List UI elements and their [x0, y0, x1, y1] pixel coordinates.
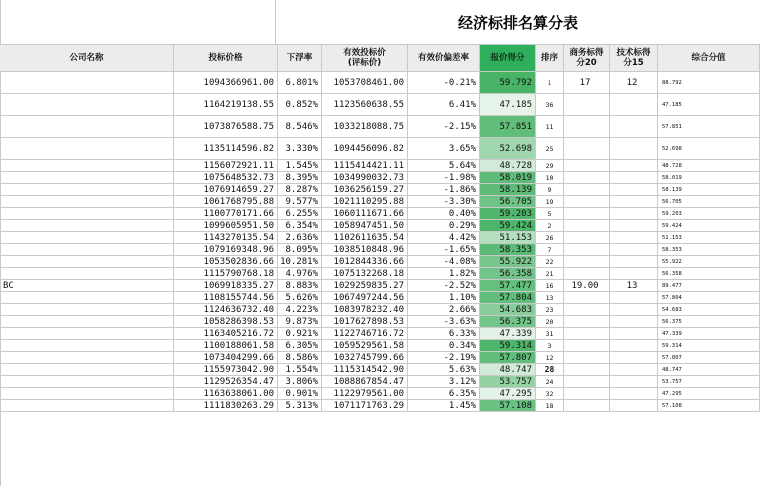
company-name-cell[interactable] [0, 172, 174, 184]
business-score-cell[interactable] [564, 376, 610, 388]
price-score-cell[interactable]: 57.851 [480, 116, 536, 138]
tech-score-cell[interactable] [610, 292, 658, 304]
tech-score-cell[interactable] [610, 376, 658, 388]
price-score-cell[interactable]: 57.804 [480, 292, 536, 304]
company-name-cell[interactable] [0, 116, 174, 138]
discount-rate-cell[interactable]: 3.330% [278, 138, 322, 160]
deviation-rate-cell[interactable]: 3.65% [408, 138, 480, 160]
discount-rate-cell[interactable]: 8.095% [278, 244, 322, 256]
rank-cell[interactable]: 2 [536, 220, 564, 232]
title-gridline [275, 0, 276, 44]
tech-score-cell[interactable] [610, 94, 658, 116]
discount-rate-cell[interactable]: 6.354% [278, 220, 322, 232]
tech-score-cell[interactable] [610, 388, 658, 400]
deviation-rate-cell[interactable]: -1.98% [408, 172, 480, 184]
total-score-cell[interactable]: 48.728 [658, 160, 760, 172]
tech-score-cell[interactable] [610, 116, 658, 138]
price-score-cell[interactable]: 47.339 [480, 328, 536, 340]
company-name-cell[interactable] [0, 220, 174, 232]
valid-bid-price-cell[interactable]: 1115314542.90 [322, 364, 408, 376]
discount-rate-cell[interactable]: 0.921% [278, 328, 322, 340]
deviation-rate-cell[interactable]: 6.41% [408, 94, 480, 116]
tech-score-cell[interactable] [610, 256, 658, 268]
discount-rate-cell[interactable]: 8.586% [278, 352, 322, 364]
total-score-cell[interactable]: 56.358 [658, 268, 760, 280]
discount-rate-cell[interactable]: 10.281% [278, 256, 322, 268]
business-score-cell[interactable] [564, 208, 610, 220]
deviation-rate-cell[interactable]: 1.10% [408, 292, 480, 304]
deviation-rate-cell[interactable]: -1.86% [408, 184, 480, 196]
price-score-cell[interactable]: 54.683 [480, 304, 536, 316]
rank-cell[interactable]: 21 [536, 268, 564, 280]
bid-price-cell[interactable]: 1073404299.66 [174, 352, 278, 364]
business-score-cell[interactable] [564, 364, 610, 376]
total-score-cell[interactable]: 57.851 [658, 116, 760, 138]
discount-rate-cell[interactable]: 5.313% [278, 400, 322, 412]
price-score-cell[interactable]: 56.358 [480, 268, 536, 280]
discount-rate-cell[interactable]: 6.255% [278, 208, 322, 220]
total-score-cell[interactable]: 48.747 [658, 364, 760, 376]
discount-rate-cell[interactable]: 3.806% [278, 376, 322, 388]
bid-price-cell[interactable]: 1053502836.66 [174, 256, 278, 268]
deviation-rate-cell[interactable]: 2.66% [408, 304, 480, 316]
tech-score-cell[interactable] [610, 364, 658, 376]
valid-bid-price-cell[interactable]: 1017627898.53 [322, 316, 408, 328]
business-score-cell[interactable] [564, 304, 610, 316]
price-score-cell[interactable]: 48.728 [480, 160, 536, 172]
header-rank[interactable]: 排序 [536, 44, 564, 72]
tech-score-cell[interactable] [610, 304, 658, 316]
bid-price-cell[interactable]: 1099605951.50 [174, 220, 278, 232]
company-name-cell[interactable] [0, 328, 174, 340]
deviation-rate-cell[interactable]: -4.08% [408, 256, 480, 268]
bid-price-cell[interactable]: 1094366961.00 [174, 72, 278, 94]
tech-score-cell[interactable] [610, 268, 658, 280]
company-name-cell[interactable] [0, 72, 174, 94]
deviation-rate-cell[interactable]: 4.42% [408, 232, 480, 244]
discount-rate-cell[interactable]: 1.545% [278, 160, 322, 172]
discount-rate-cell[interactable]: 8.883% [278, 280, 322, 292]
business-score-cell[interactable] [564, 292, 610, 304]
valid-bid-price-cell[interactable]: 1123560638.55 [322, 94, 408, 116]
header-bid[interactable]: 投标价格 [174, 44, 278, 72]
rank-cell[interactable]: 22 [536, 256, 564, 268]
company-name-cell[interactable] [0, 196, 174, 208]
total-score-cell[interactable]: 57.807 [658, 352, 760, 364]
deviation-rate-cell[interactable]: -2.52% [408, 280, 480, 292]
price-score-cell[interactable]: 57.477 [480, 280, 536, 292]
deviation-rate-cell[interactable]: -0.21% [408, 72, 480, 94]
valid-bid-price-cell[interactable]: 1075132268.18 [322, 268, 408, 280]
business-score-cell[interactable]: 17 [564, 72, 610, 94]
valid-bid-price-cell[interactable]: 1059529561.58 [322, 340, 408, 352]
business-score-cell[interactable] [564, 94, 610, 116]
total-score-cell[interactable]: 55.922 [658, 256, 760, 268]
valid-bid-price-cell[interactable]: 1058947451.50 [322, 220, 408, 232]
business-score-cell[interactable] [564, 184, 610, 196]
company-name-cell[interactable] [0, 400, 174, 412]
rank-cell[interactable]: 11 [536, 116, 564, 138]
company-name-cell[interactable] [0, 388, 174, 400]
business-score-cell[interactable] [564, 138, 610, 160]
tech-score-cell[interactable] [610, 208, 658, 220]
total-score-cell[interactable]: 58.139 [658, 184, 760, 196]
discount-rate-cell[interactable]: 0.852% [278, 94, 322, 116]
business-score-cell[interactable] [564, 196, 610, 208]
price-score-cell[interactable]: 57.108 [480, 400, 536, 412]
business-score-cell[interactable] [564, 388, 610, 400]
price-score-cell[interactable]: 58.353 [480, 244, 536, 256]
tech-score-cell[interactable] [610, 220, 658, 232]
business-score-cell[interactable] [564, 220, 610, 232]
company-name-cell[interactable] [0, 208, 174, 220]
tech-score-cell[interactable] [610, 352, 658, 364]
rank-cell[interactable]: 26 [536, 232, 564, 244]
valid-bid-price-cell[interactable]: 1038510848.96 [322, 244, 408, 256]
valid-bid-price-cell[interactable]: 1122746716.72 [322, 328, 408, 340]
price-score-cell[interactable]: 59.424 [480, 220, 536, 232]
company-name-cell[interactable]: BC [0, 280, 174, 292]
rank-cell[interactable]: 24 [536, 376, 564, 388]
discount-rate-cell[interactable]: 0.901% [278, 388, 322, 400]
deviation-rate-cell[interactable]: 1.82% [408, 268, 480, 280]
valid-bid-price-cell[interactable]: 1032745799.66 [322, 352, 408, 364]
header-valid[interactable]: 有效投标价 (评标价) [322, 44, 408, 72]
valid-bid-price-cell[interactable]: 1088867854.47 [322, 376, 408, 388]
price-score-cell[interactable]: 58.139 [480, 184, 536, 196]
tech-score-cell[interactable] [610, 244, 658, 256]
rank-cell[interactable]: 1 [536, 72, 564, 94]
discount-rate-cell[interactable]: 4.223% [278, 304, 322, 316]
discount-rate-cell[interactable]: 2.636% [278, 232, 322, 244]
bid-price-cell[interactable]: 1111830263.29 [174, 400, 278, 412]
valid-bid-price-cell[interactable]: 1102611635.54 [322, 232, 408, 244]
total-score-cell[interactable]: 53.757 [658, 376, 760, 388]
tech-score-cell[interactable]: 12 [610, 72, 658, 94]
business-score-cell[interactable] [564, 244, 610, 256]
company-name-cell[interactable] [0, 160, 174, 172]
price-score-cell[interactable]: 59.314 [480, 340, 536, 352]
price-score-cell[interactable]: 47.185 [480, 94, 536, 116]
price-score-cell[interactable]: 51.153 [480, 232, 536, 244]
discount-rate-cell[interactable]: 9.873% [278, 316, 322, 328]
rank-cell[interactable]: 3 [536, 340, 564, 352]
total-score-cell[interactable]: 47.295 [658, 388, 760, 400]
header-score[interactable]: 报价得分 [480, 44, 536, 72]
rank-cell[interactable]: 13 [536, 292, 564, 304]
valid-bid-price-cell[interactable]: 1094456096.82 [322, 138, 408, 160]
total-score-cell[interactable]: 56.705 [658, 196, 760, 208]
company-name-cell[interactable] [0, 184, 174, 196]
rank-cell[interactable]: 25 [536, 138, 564, 160]
total-score-cell[interactable]: 51.153 [658, 232, 760, 244]
tech-score-cell[interactable] [610, 196, 658, 208]
total-score-cell[interactable]: 89.477 [658, 280, 760, 292]
business-score-cell[interactable] [564, 328, 610, 340]
rank-cell[interactable]: 7 [536, 244, 564, 256]
deviation-rate-cell[interactable]: 0.40% [408, 208, 480, 220]
business-score-cell[interactable] [564, 232, 610, 244]
bid-price-cell[interactable]: 1129526354.47 [174, 376, 278, 388]
page-title: 经济标排名算分表 [457, 13, 578, 32]
deviation-rate-cell[interactable]: 0.34% [408, 340, 480, 352]
price-score-cell[interactable]: 56.375 [480, 316, 536, 328]
business-score-cell[interactable] [564, 352, 610, 364]
price-score-cell[interactable]: 57.807 [480, 352, 536, 364]
bid-price-cell[interactable]: 1163638061.00 [174, 388, 278, 400]
valid-bid-price-cell[interactable]: 1115414421.11 [322, 160, 408, 172]
bid-price-cell[interactable]: 1076914659.27 [174, 184, 278, 196]
business-score-cell[interactable] [564, 400, 610, 412]
bid-price-cell[interactable]: 1135114596.82 [174, 138, 278, 160]
bid-price-cell[interactable]: 1156072921.11 [174, 160, 278, 172]
price-score-cell[interactable]: 59.203 [480, 208, 536, 220]
tech-score-cell[interactable] [610, 316, 658, 328]
rank-cell[interactable]: 23 [536, 304, 564, 316]
discount-rate-cell[interactable]: 5.626% [278, 292, 322, 304]
rank-cell[interactable]: 5 [536, 208, 564, 220]
company-name-cell[interactable] [0, 268, 174, 280]
deviation-rate-cell[interactable]: -3.30% [408, 196, 480, 208]
bid-price-cell[interactable]: 1164219138.55 [174, 94, 278, 116]
rank-cell[interactable]: 36 [536, 94, 564, 116]
deviation-rate-cell[interactable]: 0.29% [408, 220, 480, 232]
price-score-cell[interactable]: 58.019 [480, 172, 536, 184]
discount-rate-cell[interactable]: 9.577% [278, 196, 322, 208]
rank-cell[interactable]: 32 [536, 388, 564, 400]
total-score-cell[interactable]: 59.424 [658, 220, 760, 232]
discount-rate-cell[interactable]: 4.976% [278, 268, 322, 280]
discount-rate-cell[interactable]: 8.546% [278, 116, 322, 138]
header-company[interactable]: 公司名称 [0, 44, 174, 72]
rank-cell[interactable]: 31 [536, 328, 564, 340]
valid-bid-price-cell[interactable]: 1033218088.75 [322, 116, 408, 138]
business-score-cell[interactable] [564, 268, 610, 280]
bid-price-cell[interactable]: 1163405216.72 [174, 328, 278, 340]
business-score-cell[interactable]: 19.00 [564, 280, 610, 292]
bid-price-cell[interactable]: 1100770171.66 [174, 208, 278, 220]
valid-bid-price-cell[interactable]: 1071171763.29 [322, 400, 408, 412]
price-score-cell[interactable]: 47.295 [480, 388, 536, 400]
company-name-cell[interactable] [0, 292, 174, 304]
business-score-cell[interactable] [564, 256, 610, 268]
business-score-cell[interactable] [564, 172, 610, 184]
deviation-rate-cell[interactable]: -3.63% [408, 316, 480, 328]
company-name-cell[interactable] [0, 256, 174, 268]
tech-score-cell[interactable]: 13 [610, 280, 658, 292]
rank-cell[interactable]: 18 [536, 400, 564, 412]
deviation-rate-cell[interactable]: 5.64% [408, 160, 480, 172]
company-name-cell[interactable] [0, 138, 174, 160]
company-name-cell[interactable] [0, 232, 174, 244]
valid-bid-price-cell[interactable]: 1083978232.40 [322, 304, 408, 316]
total-score-cell[interactable]: 56.375 [658, 316, 760, 328]
rank-cell[interactable]: 16 [536, 280, 564, 292]
rank-cell[interactable]: 28 [536, 364, 564, 376]
total-score-cell[interactable]: 54.683 [658, 304, 760, 316]
rank-cell[interactable]: 10 [536, 172, 564, 184]
total-score-cell[interactable]: 59.203 [658, 208, 760, 220]
discount-rate-cell[interactable]: 8.395% [278, 172, 322, 184]
rank-cell[interactable]: 12 [536, 352, 564, 364]
discount-rate-cell[interactable]: 6.801% [278, 72, 322, 94]
bid-price-cell[interactable]: 1124636732.40 [174, 304, 278, 316]
company-name-cell[interactable] [0, 364, 174, 376]
tech-score-cell[interactable] [610, 328, 658, 340]
header-tech[interactable]: 技术标得 分15 [610, 44, 658, 72]
valid-bid-price-cell[interactable]: 1021110295.88 [322, 196, 408, 208]
price-score-cell[interactable]: 59.792 [480, 72, 536, 94]
tech-score-cell[interactable] [610, 160, 658, 172]
tech-score-cell[interactable] [610, 340, 658, 352]
deviation-rate-cell[interactable]: 5.63% [408, 364, 480, 376]
valid-bid-price-cell[interactable]: 1053708461.00 [322, 72, 408, 94]
company-name-cell[interactable] [0, 304, 174, 316]
price-score-cell[interactable]: 55.922 [480, 256, 536, 268]
rank-cell[interactable]: 19 [536, 196, 564, 208]
tech-score-cell[interactable] [610, 172, 658, 184]
deviation-rate-cell[interactable]: -2.15% [408, 116, 480, 138]
bid-price-cell[interactable]: 1061768795.88 [174, 196, 278, 208]
bid-price-cell[interactable]: 1155973042.90 [174, 364, 278, 376]
total-score-cell[interactable]: 58.019 [658, 172, 760, 184]
rank-cell[interactable]: 20 [536, 316, 564, 328]
bid-price-cell[interactable]: 1108155744.56 [174, 292, 278, 304]
company-name-cell[interactable] [0, 244, 174, 256]
rank-cell[interactable]: 9 [536, 184, 564, 196]
total-score-cell[interactable]: 59.314 [658, 340, 760, 352]
valid-bid-price-cell[interactable]: 1122979561.00 [322, 388, 408, 400]
price-score-cell[interactable]: 56.705 [480, 196, 536, 208]
discount-rate-cell[interactable]: 6.305% [278, 340, 322, 352]
rank-cell[interactable]: 29 [536, 160, 564, 172]
total-score-cell[interactable]: 57.804 [658, 292, 760, 304]
header-down[interactable]: 下浮率 [278, 44, 322, 72]
bid-price-cell[interactable]: 1075648532.73 [174, 172, 278, 184]
valid-bid-price-cell[interactable]: 1029259835.27 [322, 280, 408, 292]
deviation-rate-cell[interactable]: 1.45% [408, 400, 480, 412]
price-score-cell[interactable]: 48.747 [480, 364, 536, 376]
valid-bid-price-cell[interactable]: 1034990032.73 [322, 172, 408, 184]
business-score-cell[interactable] [564, 160, 610, 172]
tech-score-cell[interactable] [610, 232, 658, 244]
price-score-cell[interactable]: 53.757 [480, 376, 536, 388]
bid-price-cell[interactable]: 1100188061.58 [174, 340, 278, 352]
company-name-cell[interactable] [0, 376, 174, 388]
price-score-cell[interactable]: 52.698 [480, 138, 536, 160]
valid-bid-price-cell[interactable]: 1067497244.56 [322, 292, 408, 304]
tech-score-cell[interactable] [610, 138, 658, 160]
total-score-cell[interactable]: 52.698 [658, 138, 760, 160]
bid-price-cell[interactable]: 1069918335.27 [174, 280, 278, 292]
discount-rate-cell[interactable]: 1.554% [278, 364, 322, 376]
company-name-cell[interactable] [0, 352, 174, 364]
deviation-rate-cell[interactable]: 3.12% [408, 376, 480, 388]
bid-price-cell[interactable]: 1058286398.53 [174, 316, 278, 328]
bid-price-cell[interactable]: 1143270135.54 [174, 232, 278, 244]
valid-bid-price-cell[interactable]: 1036256159.27 [322, 184, 408, 196]
tech-score-cell[interactable] [610, 184, 658, 196]
deviation-rate-cell[interactable]: -2.19% [408, 352, 480, 364]
header-total[interactable]: 综合分值 [658, 44, 760, 72]
business-score-cell[interactable] [564, 116, 610, 138]
bid-price-cell[interactable]: 1073876588.75 [174, 116, 278, 138]
deviation-rate-cell[interactable]: -1.65% [408, 244, 480, 256]
total-score-cell[interactable]: 58.353 [658, 244, 760, 256]
company-name-cell[interactable] [0, 94, 174, 116]
total-score-cell[interactable]: 88.792 [658, 72, 760, 94]
total-score-cell[interactable]: 47.339 [658, 328, 760, 340]
total-score-cell[interactable]: 47.185 [658, 94, 760, 116]
company-name-cell[interactable] [0, 316, 174, 328]
valid-bid-price-cell[interactable]: 1012844336.66 [322, 256, 408, 268]
bid-price-cell[interactable]: 1115790768.18 [174, 268, 278, 280]
bid-price-cell[interactable]: 1079169348.96 [174, 244, 278, 256]
discount-rate-cell[interactable]: 8.287% [278, 184, 322, 196]
business-score-cell[interactable] [564, 316, 610, 328]
deviation-rate-cell[interactable]: 6.33% [408, 328, 480, 340]
tech-score-cell[interactable] [610, 400, 658, 412]
valid-bid-price-cell[interactable]: 1060111671.66 [322, 208, 408, 220]
header-dev[interactable]: 有效价偏差率 [408, 44, 480, 72]
total-score-cell[interactable]: 57.108 [658, 400, 760, 412]
company-name-cell[interactable] [0, 340, 174, 352]
header-biz[interactable]: 商务标得 分20 [564, 44, 610, 72]
deviation-rate-cell[interactable]: 6.35% [408, 388, 480, 400]
business-score-cell[interactable] [564, 340, 610, 352]
